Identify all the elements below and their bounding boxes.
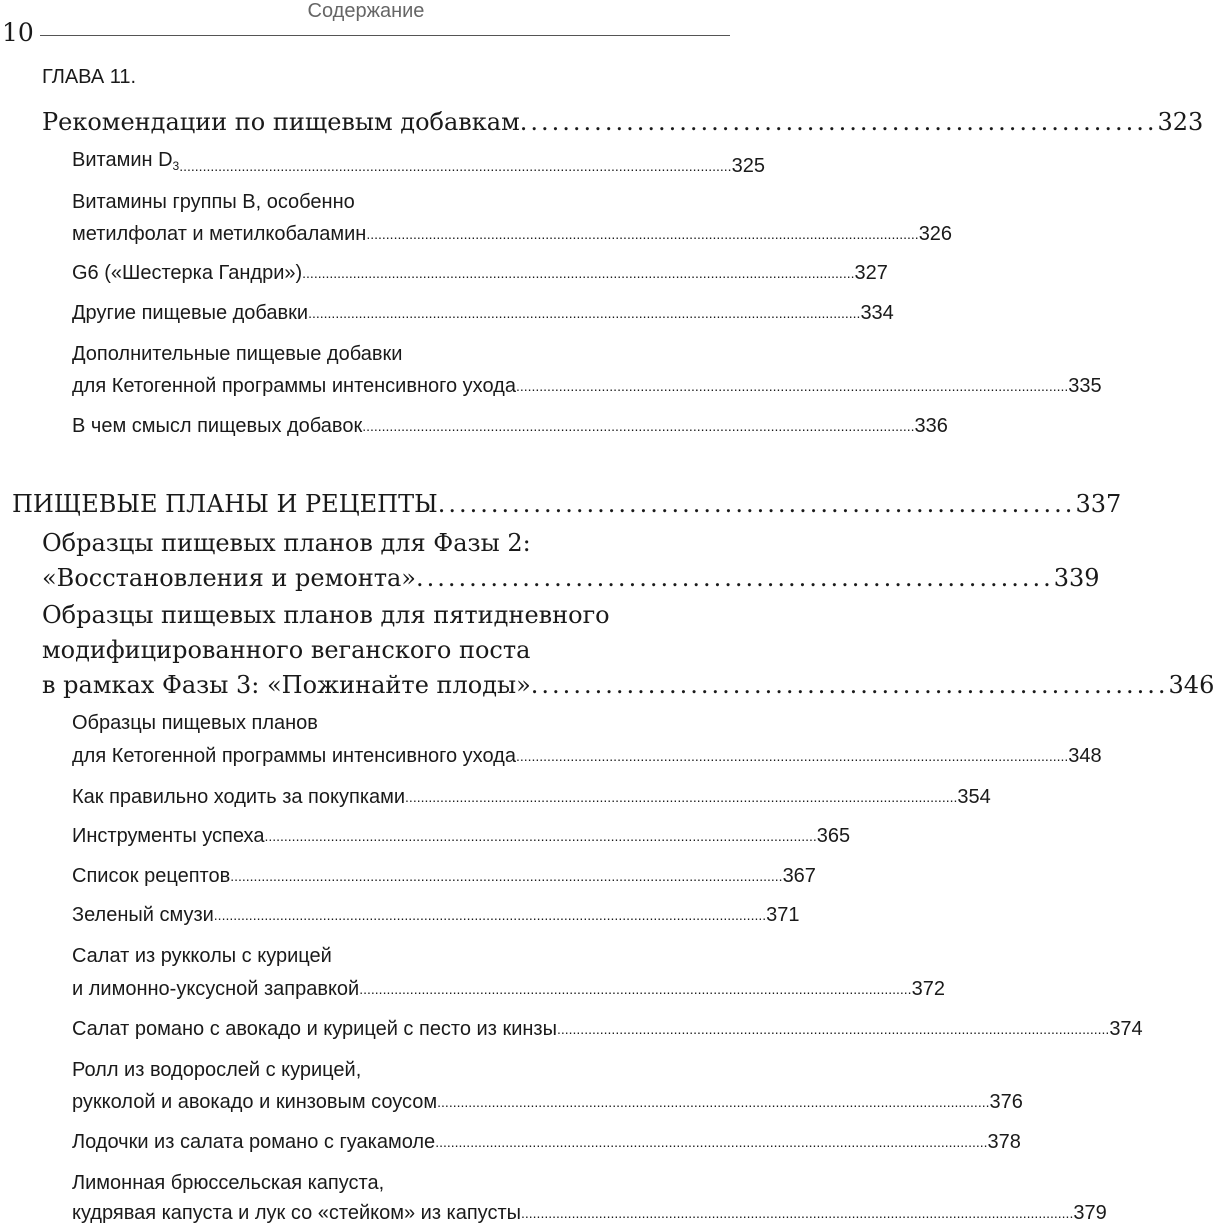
toc-entry[interactable] [12,489,1122,519]
leader-dots: .............................................................................................................................................. [556,1021,1110,1037]
entry-line: модифицированного веганского поста [42,636,531,664]
toc-entry[interactable] [72,413,948,439]
leader-dots: ............................................................ [519,108,1158,136]
entry-line: Образцы пищевых планов для пятидневного [42,601,610,629]
entry-title: кудрявая капуста и лук со «стейком» из капусты [72,1202,521,1224]
entry-title: Салат романо с авокадо и курицей с песто из кинзы [72,1018,557,1040]
leader-dots: .............................................................................................................................................. [179,158,732,174]
header-rule [40,35,730,36]
toc-entry[interactable] [72,823,851,849]
entry-page: 367 [782,865,816,887]
entry-page: 336 [914,415,948,437]
entry-page: 339 [1053,564,1100,592]
toc-entry[interactable] [72,1016,1143,1042]
page-header [0,0,732,50]
leader-dots: .............................................................................................................................................. [308,305,861,321]
entry-title: Рекомендации по пищевым добавкам [42,108,520,136]
entry-title: «Восстановления и ремонта» [42,564,416,592]
entry-line: Салат из рукколы с курицей [72,945,332,967]
leader-dots: .............................................................................................................................................. [359,981,912,997]
entry-page: 326 [918,223,953,245]
entry-title: Как правильно ходить за покупками [72,786,406,808]
leader-dots: .............................................................................................................................................. [230,868,783,884]
toc-entry[interactable] [72,784,991,810]
entry-page: 376 [989,1091,1023,1113]
toc-entry[interactable] [72,976,945,1002]
entry-title: для Кетогенной программы интенсивного ухода [72,375,516,397]
entry-title: Инструменты успеха [72,825,265,847]
leader-dots: .............................................................................................................................................. [521,1205,1074,1221]
entry-page: 327 [854,262,888,284]
entry-page: 374 [1109,1018,1143,1040]
toc-entry[interactable] [72,902,800,928]
toc-entry[interactable] [72,373,1102,399]
entry-title: В чем смысл пищевых добавок [72,415,363,437]
leader-dots: ............................................................ [437,490,1076,518]
leader-dots: .............................................................................................................................................. [362,418,915,434]
entry-page: 335 [1068,375,1102,397]
entry-line: Лимонная брюссельская капуста, [72,1172,385,1194]
leader-dots: .............................................................................................................................................. [435,1134,988,1150]
entry-page: 323 [1157,108,1204,136]
entry-title: для Кетогенной программы интенсивного ухода [72,745,516,767]
entry-title: Другие пищевые добавки [72,302,309,324]
entry-page: 372 [911,978,945,1000]
entry-title: ПИЩЕВЫЕ ПЛАНЫ И РЕЦЕПТЫ [12,490,438,518]
entry-line: Образцы пищевых планов для Фазы 2: [42,529,531,557]
entry-title: рукколой и авокадо и кинзовым соусом [72,1091,438,1113]
entry-title: в рамках Фазы 3: «Пожинайте плоды» [42,671,531,699]
leader-dots: ............................................................ [415,564,1054,592]
toc-entry[interactable] [72,260,888,286]
toc-entry[interactable] [42,670,1214,700]
entry-title: Лодочки из салата романо с гуакамоле [72,1131,436,1153]
toc-entry[interactable] [72,147,765,179]
entry-page: 348 [1068,745,1102,767]
leader-dots: .............................................................................................................................................. [264,828,817,844]
running-head: Содержание [307,0,425,22]
toc-entry[interactable] [42,107,1204,137]
entry-line: Образцы пищевых планов [72,712,318,734]
entry-line: Витамины группы В, особенно [72,191,355,213]
leader-dots: .............................................................................................................................................. [213,907,767,923]
entry-page: 371 [766,904,800,926]
leader-dots: .............................................................................................................................................. [515,748,1069,764]
chapter-label: ГЛАВА 11. [42,66,137,88]
entry-title: Список рецептов [72,865,231,887]
toc-entry[interactable] [72,1129,1021,1155]
entry-page: 365 [816,825,851,847]
toc-entry[interactable] [72,221,953,247]
entry-title: Зеленый смузи [72,904,214,926]
entry-title: G6 («Шестерка Гандри») [72,262,303,284]
leader-dots: .............................................................................................................................................. [405,789,958,805]
toc-entry[interactable] [72,743,1102,769]
page-number: 10 [2,18,34,47]
subscript: 3 [172,159,180,173]
toc-entry[interactable] [72,300,894,326]
entry-page: 325 [731,155,765,177]
entry-page: 346 [1168,671,1214,699]
entry-title: и лимонно-уксусной заправкой [72,978,360,1000]
entry-title: метилфолат и метилкобаламин [72,223,367,245]
toc-entry[interactable] [72,1200,1107,1226]
leader-dots: .............................................................................................................................................. [302,265,855,281]
leader-dots: .............................................................................................................................................. [515,378,1069,394]
entry-page: 334 [860,302,894,324]
toc-entry[interactable] [72,1089,1023,1115]
toc-entry[interactable] [42,563,1100,593]
entry-line: Ролл из водорослей с курицей, [72,1059,362,1081]
entry-title: Витамин $D_3$ [72,149,180,173]
entry-line: Дополнительные пищевые добавки [72,343,403,365]
leader-dots: .............................................................................................................................................. [437,1094,990,1110]
entry-page: 337 [1075,490,1122,518]
leader-dots: ............................................................ [530,671,1169,699]
toc-entry[interactable] [72,863,816,889]
entry-page: 378 [987,1131,1021,1153]
entry-page: 354 [957,786,991,808]
leader-dots: .............................................................................................................................................. [366,226,919,242]
entry-page: 379 [1073,1202,1107,1224]
